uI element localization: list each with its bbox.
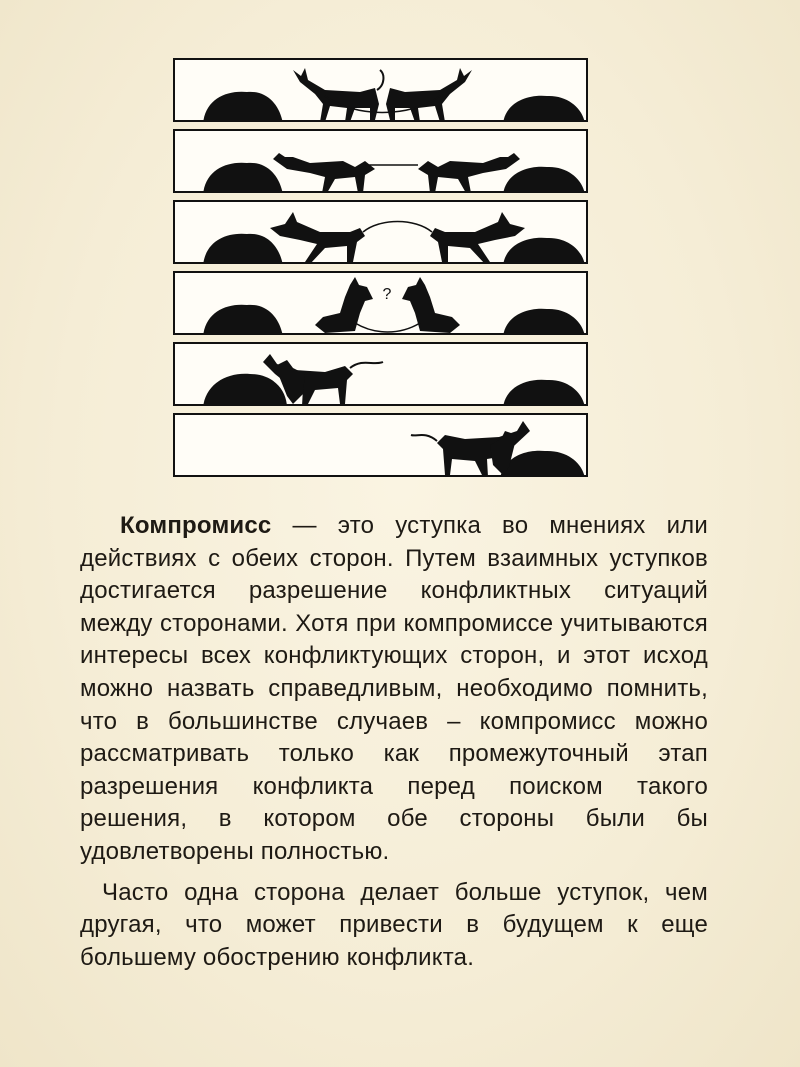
right-donkey-icon <box>386 68 472 122</box>
left-haystack-icon <box>203 163 283 193</box>
left-donkey-icon <box>293 68 383 122</box>
left-donkey-sitting-icon <box>315 277 373 333</box>
right-haystack-icon <box>503 380 585 406</box>
panel-1-drawing <box>175 60 588 122</box>
illustration-panel-3 <box>173 200 588 264</box>
paragraph-1 <box>80 510 708 869</box>
term-compromise: Компромисс <box>120 512 272 539</box>
right-donkey-sitting-icon <box>402 277 460 333</box>
illustration-panel-5 <box>173 342 588 406</box>
left-donkey-icon <box>273 153 375 193</box>
left-haystack-icon <box>203 305 283 335</box>
rope <box>355 323 420 332</box>
left-donkey-icon <box>270 212 365 264</box>
left-haystack-icon <box>203 374 287 406</box>
question-mark: ? <box>382 286 392 303</box>
illustration-panel-4 <box>173 271 588 335</box>
body-text <box>80 510 708 974</box>
right-donkey-icon <box>418 153 520 193</box>
illustration-panel-2 <box>173 129 588 193</box>
right-haystack-icon <box>503 96 585 122</box>
right-haystack-icon <box>503 238 585 264</box>
paragraph-1-body: — это уступка во мнениях или действиях с обеих сторон. Путем взаимных уступков достигается разрешение конфликтных ситуаций между сторонами. Хотя при компромиссе учитываются интересы всех конфликтующих сторон, и этот исход можно назвать справедливым, необходимо помнить, что в большинстве случаев – компромисс можно рассматривать только как промежуточный этап разрешения конфликта перед поиском такого решения, в котором обе стороны были бы удовлетворены полностью. <box>80 512 708 865</box>
illustration-panel-6 <box>173 413 588 477</box>
left-haystack-icon <box>203 234 283 264</box>
rope <box>363 222 432 233</box>
illustration-panel-1 <box>173 58 588 122</box>
left-haystack-icon <box>203 92 283 122</box>
right-haystack-icon <box>500 451 585 477</box>
right-haystack-icon <box>503 167 585 193</box>
paragraph-2: Часто одна сторона делает больше уступок, чем другая, что может привести в будущем к еще большему обострению конфликта. <box>80 878 708 971</box>
right-haystack-icon <box>503 309 585 335</box>
